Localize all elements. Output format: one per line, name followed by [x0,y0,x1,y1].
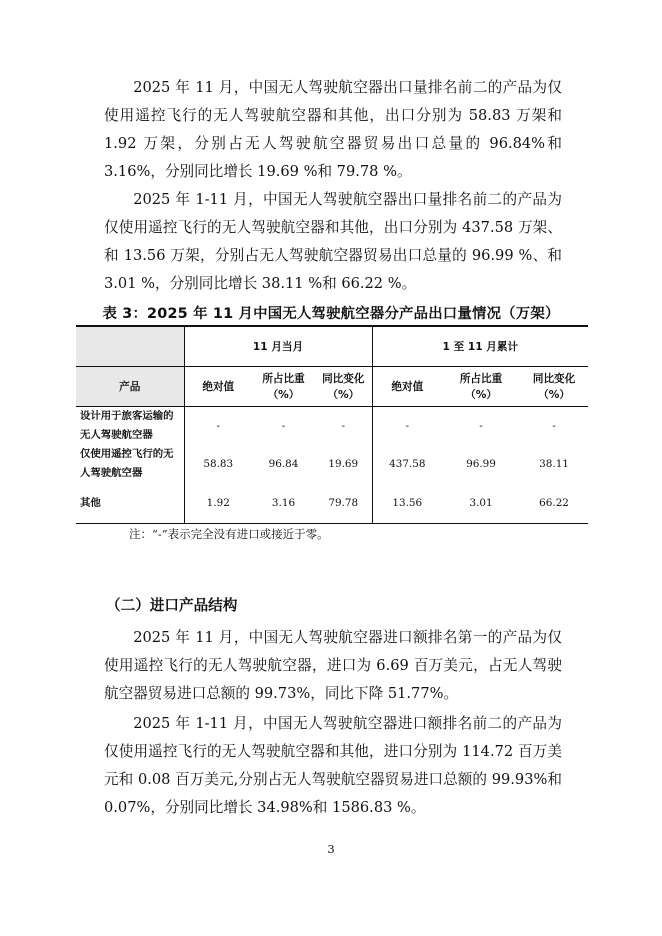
header-month-change [315,367,372,407]
header-ytd-change [520,367,588,407]
cell-ytd-absolute: 437.58 [372,445,442,483]
header-ytd-share [442,367,520,407]
table-note: 注：“-”表示完全没有进口或接近于零。 [129,527,329,541]
row-product-name: 设计用于旅客运输的无人驾驶航空器 [80,410,174,441]
cell-month-absolute: 58.83 [184,445,252,483]
cell-ytd-share: - [479,420,483,432]
page-number: 3 [327,842,335,856]
cell-ytd-share: 3.01 [442,483,520,524]
cell-ytd-absolute: - [372,407,442,446]
header-month-share [252,367,315,407]
header-product: 产品 [76,367,184,407]
header-ytd-change-unit: （%） [538,388,570,401]
paragraph-import-november: 2025 年 11 月，中国无人驾驶航空器进口额排名第一的产品为仅使用遥控飞行的无人驾驶航空器，进口为 6.69 百万美元，占无人驾驶航空器贸易进口总额的 99.73%，同比下降 51.77%。 [104,629,562,702]
cell-month-share: - [281,420,286,432]
header-ytd-absolute: 绝对值 [372,367,442,407]
paragraph-export-ytd: 2025 年 1-11 月，中国无人驾驶航空器出口量排名前二的产品为仅使用遥控飞行的无人驾驶航空器和其他，出口分别为 437.58 万架、和 13.56 万架，分别占无人驾驶航空器贸易出口总量的 96.99 %、和 3.01 %，分别同比增长 38.11 %和 66.22 %。 [104,191,562,292]
row-product-name: 其他 [76,483,184,524]
header-month-change-unit: （%） [327,388,360,401]
header-month-group: 11 月当月 [184,326,372,367]
header-month-absolute: 绝对值 [184,367,252,407]
header-corner-cell [76,326,184,367]
paragraph-import-ytd: 2025 年 1-11 月，中国无人驾驶航空器进口额排名前二的产品为仅使用遥控飞行的无人驾驶航空器和其他，进口分别为 114.72 百万美元和 0.08 百万美元,分别占无人驾驶航空器贸易进口总额的 99.93%和 0.07%，分别同比增长 34.98%和 1586.83 %。 [104,715,562,816]
section-heading: （二）进口产品结构 [106,597,238,614]
cell-ytd-change: 38.11 [539,458,569,470]
header-ytd-group: 1 至 11 月累计 [372,326,588,367]
table-row [76,445,588,483]
cell-month-share: 96.84 [268,458,299,470]
table-row [76,483,588,524]
cell-month-absolute: 1.92 [184,483,252,524]
cell-month-absolute: - [184,407,252,446]
cell-month-change: 19.69 [328,458,359,470]
cell-ytd-absolute: 13.56 [372,483,442,524]
header-ytd-change-label: 同比变化 [532,372,576,385]
header-ytd-share-unit: （%） [465,388,497,401]
cell-month-change: 79.78 [315,483,372,524]
paragraph-export-november: 2025 年 11 月，中国无人驾驶航空器出口量排名前二的产品为仅使用遥控飞行的无人驾驶航空器和其他，出口分别为 58.83 万架和 1.92 万架，分别占无人驾驶航空器贸易出口总量的 96.84%和 3.16%，分别同比增长 19.69 %和 79.78 %。 [104,79,562,180]
cell-ytd-change: - [552,420,556,432]
table-header-group-row [76,326,588,367]
row-product-name: 仅使用遥控飞行的无人驾驶航空器 [80,448,174,479]
header-ytd-share-label: 所占比重 [459,372,503,385]
header-month-change-label: 同比变化 [322,372,365,385]
header-month-share-unit: （%） [267,388,300,401]
cell-month-change: - [341,420,346,432]
cell-month-share: 3.16 [252,483,315,524]
export-volume-table [76,325,588,524]
header-month-share-label: 所占比重 [262,372,305,385]
table-row [76,407,588,446]
cell-ytd-share: 96.99 [466,458,496,470]
cell-ytd-change: 66.22 [520,483,588,524]
table-title: 表 3：2025 年 11 月中国无人驾驶航空器分产品出口量情况（万架） [102,306,560,322]
table-header-column-row [76,367,588,407]
